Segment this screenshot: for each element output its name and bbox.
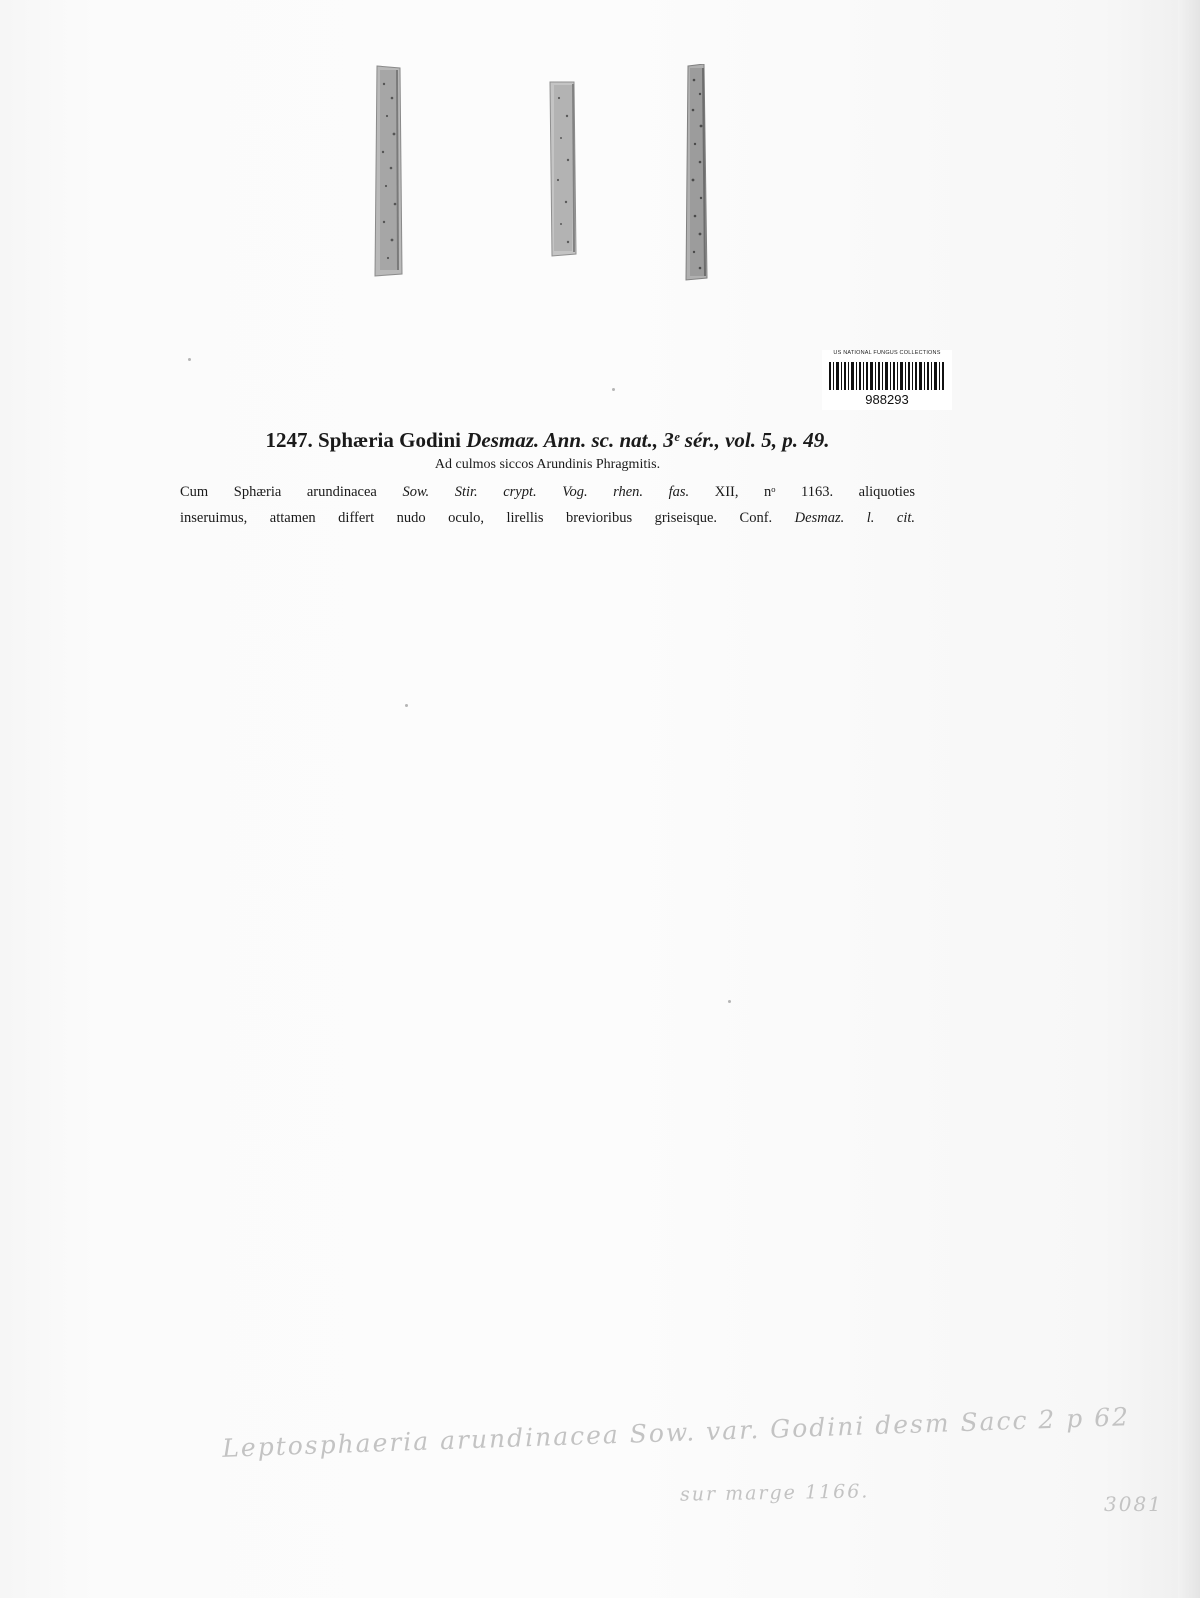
barcode-number: 988293 <box>865 392 909 407</box>
handwritten-determination: Leptosphaeria arundinacea Sow. var. Godini desm Sacc 2 p 62 <box>221 1402 1131 1463</box>
label-note-line-2 <box>180 505 915 531</box>
specimen-strip-left <box>372 64 406 278</box>
label-note-2a: inseruimus, attamen differt nudo oculo, lirellis brevioribus griseisque. Conf. <box>180 510 773 526</box>
label-note-1b: Sow. Stir. crypt. Vog. rhen. fas. <box>402 484 690 500</box>
label-note-2b: Desmaz. l. cit. <box>794 510 915 526</box>
label-note-1c: XII, nᵒ 1163. aliquoties <box>714 484 916 500</box>
label-habitat: Ad culmos siccos Arundinis Phragmitis. <box>434 457 661 472</box>
paper-speck <box>188 358 191 361</box>
paper-speck <box>612 388 615 391</box>
handwritten-corner-number: 3081 <box>1104 1492 1163 1516</box>
paper-speck <box>405 704 408 707</box>
barcode-institution: US NATIONAL FUNGUS COLLECTIONS <box>833 350 941 356</box>
specimen-strip-right <box>682 64 712 282</box>
label-number: 1247. <box>265 428 313 452</box>
sheet-edge-shadow <box>1178 0 1200 1598</box>
barcode-label <box>822 350 952 410</box>
handwritten-note: sur marge 1166. <box>679 1480 870 1506</box>
label-title <box>180 428 915 453</box>
label-note-line-1 <box>180 479 915 505</box>
printed-label <box>180 428 915 531</box>
label-citation: Desmaz. Ann. sc. nat., 3ᵉ sér., vol. 5, p. 49. <box>466 428 830 452</box>
label-species-name: Sphæria Godini <box>318 428 461 452</box>
specimen-strip-middle <box>546 80 580 258</box>
barcode-icon <box>829 362 945 394</box>
paper-speck <box>728 1000 731 1003</box>
label-note-1a: Cum Sphæria arundinacea <box>180 484 377 500</box>
